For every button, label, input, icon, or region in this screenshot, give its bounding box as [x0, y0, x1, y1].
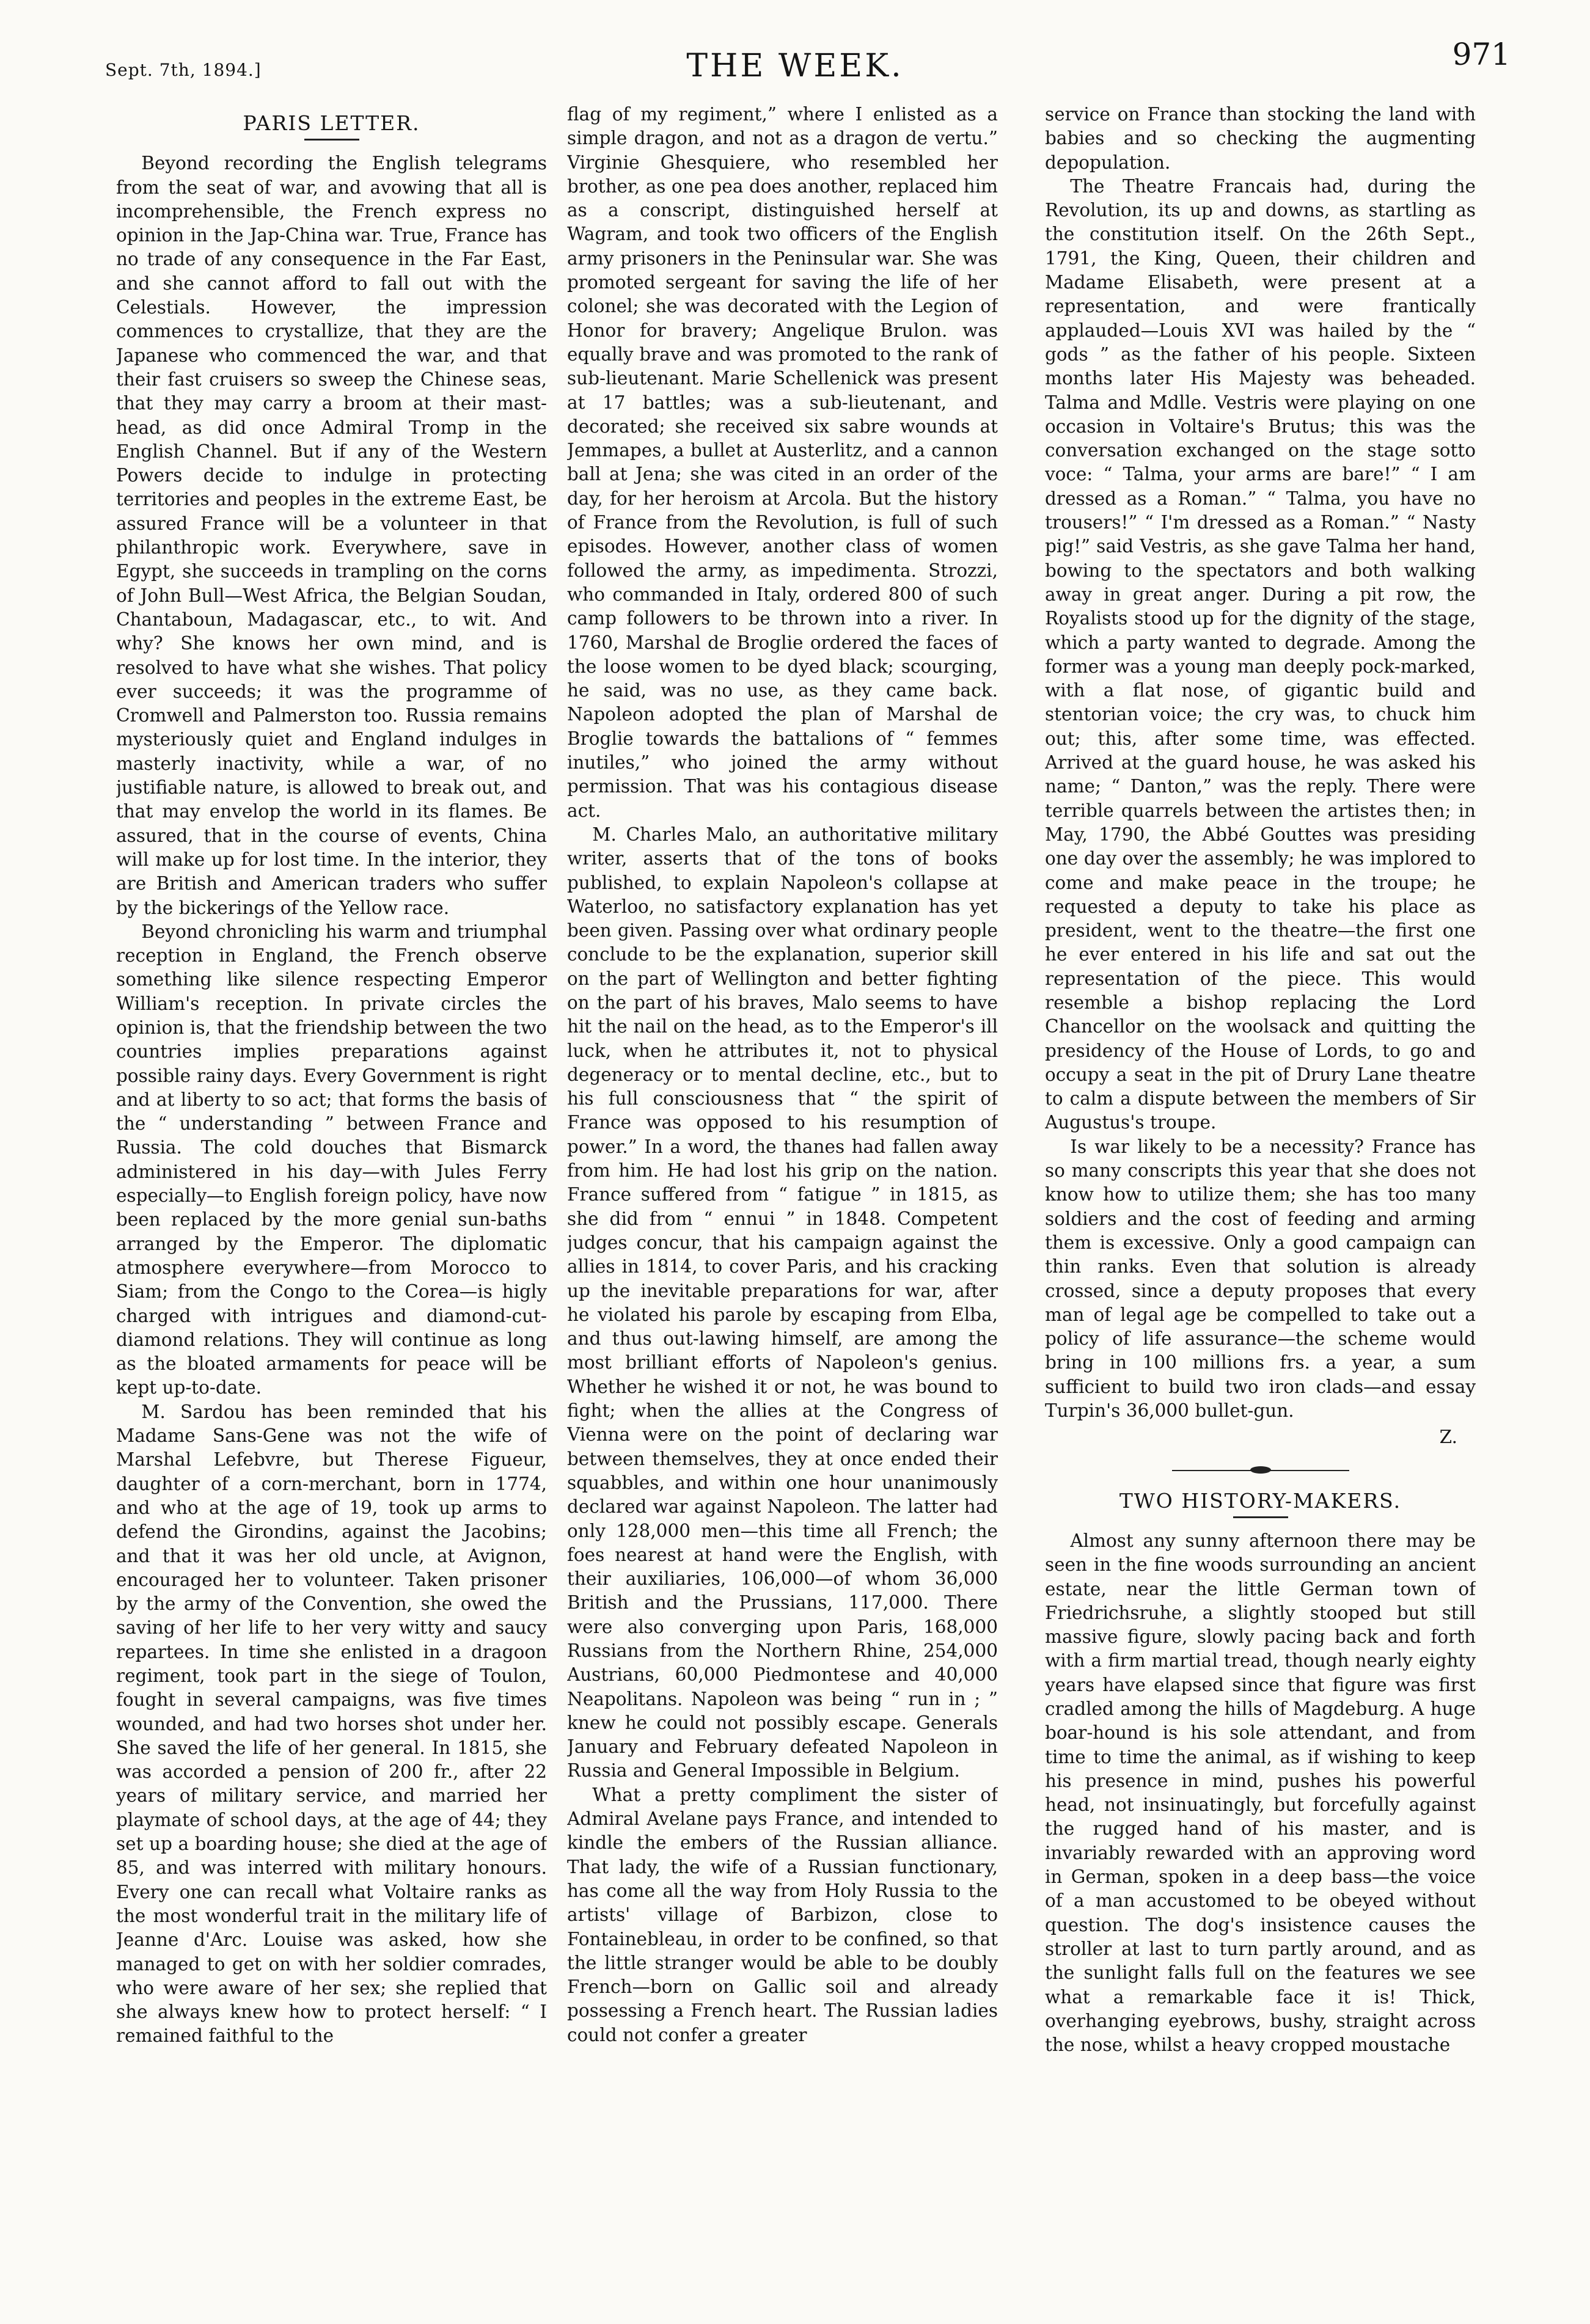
article-title-paris-letter: PARIS LETTER.	[243, 111, 420, 135]
paragraph: Beyond recording the English telegrams from the seat of war, and avowing that all is incomprehensible, the French express no opinion in the Jap-China war. True, France has no trade of any consequence in the Far East, and she cannot afford to fall out with the Celestials. However, the impression commences to crystallize, that they are the Japanese who commenced the war, and that their fast cruisers so sweep the Chinese seas, that they may carry a broom at their mast-head, as did once Admiral Tromp in the English Channel. But if any of the Western Powers decide to indulge in protecting territories and peoples in the extreme East, be assured France will be a volunteer in that philanthropic work. Everywhere, save in Egypt, she succeeds in trampling on the corns of John Bull—West Africa, the Belgian Soudan, Chantaboun, Madagascar, etc., to wit. And why? She knows her own mind, and is resolved to have what she wishes. That policy ever succeeds; it was the programme of Cromwell and Palmerston too. Russia remains mysteriously quiet and England indulges in masterly inactivity, while a war, of no justifiable nature, is allowed to break out, and that may envelop the world in its flames. Be assured, that in the course of events, China will make up for lost time. In the interior, they are British and American traders who suffer by the bickerings of the Yellow race.	[116, 153, 547, 918]
paragraph-continued: service on France than stocking the land with babies and so checking the augmenting depopulation.	[1045, 104, 1476, 173]
paragraph: M. Sardou has been reminded that his Madame Sans-Gene was not the wife of Marshal Lefebvre, but Therese Figueur, daughter of a corn-merchant, born in 1774, and who at the age of 19, took up arms to defend the Girondins, against the Jacobins; and that it was her old uncle, at Avignon, encouraged her to volunteer. Taken prisoner by the army of the Convention, she owed the saving of her life to her very witty and saucy repartees. In time she enlisted in a dragoon regiment, took part in the siege of Toulon, fought in several campaigns, was five times wounded, and had two horses shot under her. She saved the life of her general. In 1815, she was accorded a pension of 200 fr., after 22 years of military service, and married her playmate of school days, at the age of 44; they set up a boarding house; she died at the age of 85, and was interred with military honours. Every one can recall what Voltaire ranks as the most wonderful trait in the military life of Jeanne d'Arc. Louise was asked, how she managed to get on with her soldier comrades, who were aware of her sex; she replied that she always knew how to protect herself: “ I remained faithful to the	[116, 1401, 547, 2047]
paragraph: M. Charles Malo, an authoritative military writer, asserts that of the tons of books published, to explain Napoleon's collapse at Waterloo, no satisfactory explanation has yet been given. Passing over what ordinary people conclude to be the explanation, superior skill on the part of Wellington and better fighting on the part of his braves, Malo seems to have hit the nail on the head, as to the Emperor's ill luck, when he attributes it, not to physical degeneracy or to mental decline, etc., but to his full consciousness that “ the spirit of France was opposed to his resumption of power.” In a word, the thanes had fallen away from him. He had lost his grip on the nation. France suffered from “ fatigue ” in 1815, as she did from “ ennui ” in 1848. Competent judges concur, that his campaign against the allies in 1814, to cover Paris, and his cracking up the inevitable preparations for war, after he violated his parole by escaping from Elba, and thus out-lawing himself, are among the most brilliant efforts of Napoleon's genius. Whether he wished it or not, he was bound to fight; when the allies at the Congress of Vienna were on the point of declaring war between themselves, they at once ended their squabbles, and within one hour unanimously declared war against Napoleon. The latter had only 128,000 men—this time all French; the foes nearest at hand were the English, with their auxiliaries, 106,000—of whom 36,000 British and the Prussians, 117,000. There were also converging upon Paris, 168,000 Russians from the Northern Rhine, 254,000 Austrians, 60,000 Piedmontese and 40,000 Neapolitans. Napoleon was being “ run in ; ” knew he could not possibly escape. Generals January and February defeated Napoleon in Russia and General Impossible in Belgium.	[567, 824, 998, 1781]
article-title-two-history-makers: TWO HISTORY-MAKERS.	[1119, 1488, 1402, 1513]
title-rule	[1233, 1516, 1288, 1518]
column-2	[567, 103, 998, 2278]
paragraph-continued: flag of my regiment,” where I enlisted as a simple dragon, and not as a dragon de vertu.” Virginie Ghesquiere, who resembled her brother, as one pea does another, replaced him as a conscript, distinguished herself at Wagram, and took two officers of the English army prisoners in the Peninsular war. She was promoted sergeant for saving the life of her colonel; she was decorated with the Legion of Honor for bravery; Angelique Brulon. was equally brave and was promoted to the rank of sub-lieutenant. Marie Schellenick was present at 17 battles; was a sub-lieutenant, and decorated; she received six sabre wounds at Jemmapes, a bullet at Austerlitz, and a cannon ball at Jena; she was cited in an order of the day, for her heroism at Arcola. But the history of France from the Revolution, is full of such episodes. However, another class of women followed the army, as impedimenta. Strozzi, who commanded in Italy, ordered 800 of such camp followers to be thrown into a river. In 1760, Marshal de Broglie ordered the faces of the loose women to be dyed black; scourging, he said, was no use, as they came back. Napoleon adopted the plan of Marshal de Broglie towards the battalions of “ femmes inutiles,” who joined the army without permission. That was his contagious disease act.	[567, 104, 998, 821]
page-header	[0, 0, 1590, 104]
column-3	[1045, 103, 1476, 2278]
paragraph: The Theatre Francais had, during the Revolution, its up and downs, as startling as the constitution itself. On the 26th Sept., 1791, the King, Queen, their children and Madame Elisabeth, were present at a representation, and were frantically applauded—Louis XVI was hailed by the “ gods ” as the father of his people. Sixteen months later His Majesty was beheaded. Talma and Mdlle. Vestris were playing on one occasion in Voltaire's Brutus; this was the conversation exchanged on the stage sotto voce: “ Talma, your arms are bare!” “ I am dressed as a Roman.” “ Talma, you have no trousers!” “ I'm dressed as a Roman.” “ Nasty pig!” said Vestris, as she gave Talma her hand, bowing to the spectators and both walking away in great anger. During a pit row, the Royalists stood up for the dignity of the stage, which a party wanted to degrade. Among the former was a young man deeply pock-marked, with a flat nose, of gigantic build and stentorian voice; the cry was, to chuck him out; this, after some time, was effected. Arrived at the guard house, he was asked his name; “ Danton,” was the reply. There were terrible quarrels between the artistes then; in May, 1790, the Abbé Gouttes was presiding one day over the assembly; he was implored to come and make peace in the troupe; he requested a deputy to take his place as president, went to the theatre—the first one he ever entered in his life and sat out the representation of the piece. This would resemble a bishop replacing the Lord Chancellor on the woolsack and quitting the presidency of the House of Lords, to go and occupy a seat in the pit of Drury Lane theatre to calm a dispute between the members of Sir Augustus's troupe.	[1045, 175, 1476, 1133]
paragraph: What a pretty compliment the sister of Admiral Avelane pays France, and intended to kindle the embers of the Russian alliance. That lady, the wife of a Russian functionary, has come all the way from Holy Russia to the artists' village of Barbizon, close to Fontainebleau, in order to be confined, so that the little stranger would be able to be doubly French—born on Gallic soil and already possessing a French heart. The Russian ladies could not confer a greater	[567, 1784, 998, 2045]
issue-date: Sept. 7th, 1894.]	[105, 60, 262, 80]
title-rule	[304, 139, 359, 141]
ornamental-divider	[1172, 1466, 1349, 1475]
column-1	[116, 103, 547, 2278]
paragraph: Almost any sunny afternoon there may be seen in the fine woods surrounding an ancient estate, near the little German town of Friedrichsruhe, a slightly stooped but still massive figure, slowly pacing back and forth with a firm martial tread, though nearly eighty years have elapsed since that figure was first cradled among the hills of Magdeburg. A huge boar-hound is his sole attendant, and from time to time the animal, as if wishing to keep his presence in mind, pushes his powerful head, not insinuatingly, but forcefully against the rugged hand of his master, and is invariably rewarded with an approving word in German, spoken in a deep bass—the voice of a man accustomed to be obeyed without question. The dog's insistence causes the stroller at last to turn partly around, and as the sunlight falls full on the features we see what a remarkable face it is! Thick, overhanging eyebrows, bushy, straight across the nose, whilst a heavy cropped moustache	[1045, 1530, 1476, 2056]
publication-title: THE WEEK.	[686, 48, 904, 84]
paragraph: Beyond chronicling his warm and triumphal reception in England, the French observe something like silence respecting Emperor William's reception. In private circles the opinion is, that the friendship between the two countries implies preparations against possible rainy days. Every Government is right and at liberty to so act; that forms the basis of the “ understanding ” between France and Russia. The cold douches that Bismarck administered in his day—with Jules Ferry especially—to English foreign policy, have now been replaced by the more genial sun-baths arranged by the Emperor. The diplomatic atmosphere everywhere—from Morocco to Siam; from the Congo to the Corea—is higly charged with intrigues and diamond-cut-diamond relations. They will continue as long as the bloated armaments for peace will be kept up-to-date.	[116, 921, 547, 1398]
page-number: 971	[1452, 37, 1511, 72]
author-signoff: Z.	[1439, 1427, 1457, 1448]
paragraph: Is war likely to be a necessity? France has so many conscripts this year that she does not know how to utilize them; she has too many soldiers and the cost of feeding and arming them is excessive. Only a good campaign can thin ranks. Even that solution is already crossed, since a deputy proposes that every man of legal age be compelled to take out a policy of life assurance—the scheme would bring in 100 millions frs. a year, a sum sufficient to build two iron clads—and essay Turpin's 36,000 bullet-gun.	[1045, 1136, 1476, 1422]
